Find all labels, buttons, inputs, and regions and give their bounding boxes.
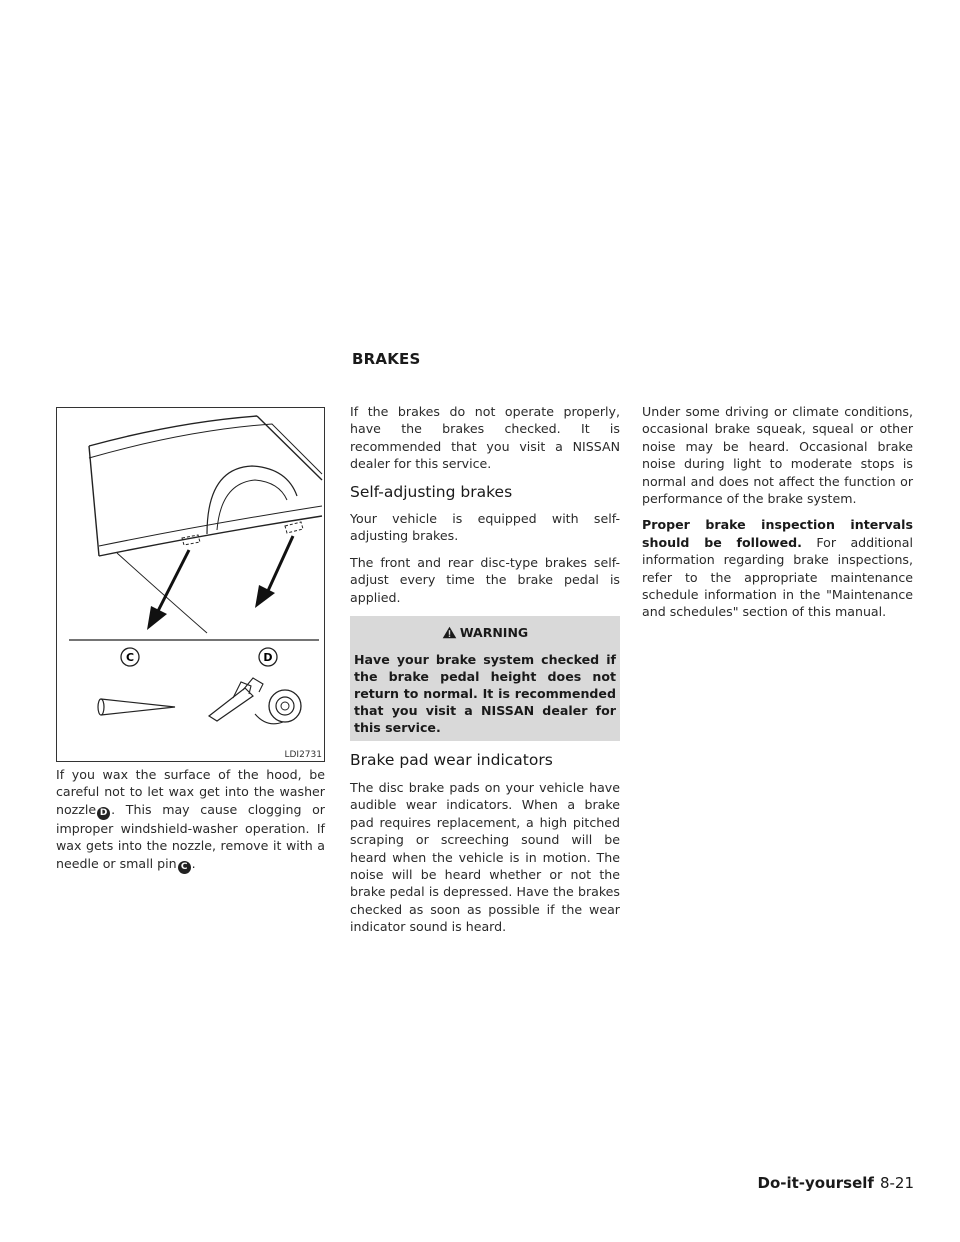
subheading-pad-wear: Brake pad wear indicators	[350, 751, 553, 770]
figure-code: LDI2731	[284, 750, 322, 760]
footer-chapter-title: Do-it-yourself	[757, 1174, 874, 1192]
warning-triangle-icon	[442, 626, 457, 643]
footer-page-number: 8-21	[879, 1174, 914, 1192]
brake-noise-paragraph: Under some driving or climate conditions, occasional brake squeak, squeal or other noise may be heard. Occasional brake noise during light to moderate stops is normal and does not affect the function or performance of the brake system.	[642, 404, 913, 507]
paragraph-text: .	[191, 855, 196, 871]
column-3	[642, 403, 913, 630]
warning-title	[354, 622, 616, 643]
paragraph-text: If you wax the surface of the hood, be careful not to let wax get into the washer nozzle	[56, 767, 325, 817]
washer-nozzle-illustration	[56, 407, 325, 762]
washer-nozzle-drawing	[57, 408, 324, 761]
column-2	[350, 403, 620, 945]
warning-title-text: WARNING	[459, 625, 529, 641]
paragraph-text: . This may cause clogging or improper windshield-washer operation. If wax gets into the nozzle, remove it with a needle or small pin	[56, 801, 325, 871]
inspection-paragraph	[642, 516, 913, 620]
self-adjusting-paragraph-2: The front and rear disc-type brakes self-adjust every time the brake pedal is applied.	[350, 554, 620, 605]
marker-c-icon: C	[178, 861, 191, 874]
warning-text: Have your brake system checked if the brake pedal height does not return to normal. It is recommended that you visit a NISSAN dealer for this service.	[354, 652, 616, 736]
label-d: D	[263, 651, 273, 664]
self-adjusting-paragraph-1: Your vehicle is equipped with self-adjusting brakes.	[350, 511, 620, 544]
washer-nozzle-paragraph	[56, 766, 325, 874]
column-1	[56, 766, 325, 883]
inspection-text: For additional information regarding brake inspections, refer to the appropriate maintenance schedule information in the "Maintenance and schedules" section of this manual.	[642, 534, 913, 620]
brakes-intro-paragraph: If the brakes do not operate properly, have the brakes checked. It is recommended that you visit a NISSAN dealer for this service.	[350, 404, 620, 472]
section-heading: BRAKES	[352, 350, 421, 368]
subheading-self-adjusting: Self-adjusting brakes	[350, 482, 513, 501]
inspection-bold-text: Proper brake inspection intervals should be followed.	[642, 517, 913, 550]
pad-wear-paragraph: The disc brake pads on your vehicle have audible wear indicators. When a brake pad requires replacement, a high pitched scraping or screeching sound will be heard when the vehicle is in motion. The noise will be heard whether or not the brake pedal is depressed. Have the brakes checked as soon as possible if the wear indicator sound is heard.	[350, 779, 620, 935]
marker-d-icon: D	[97, 807, 110, 820]
label-c: C	[125, 651, 135, 664]
page-footer	[758, 1174, 915, 1192]
warning-box	[350, 616, 620, 741]
